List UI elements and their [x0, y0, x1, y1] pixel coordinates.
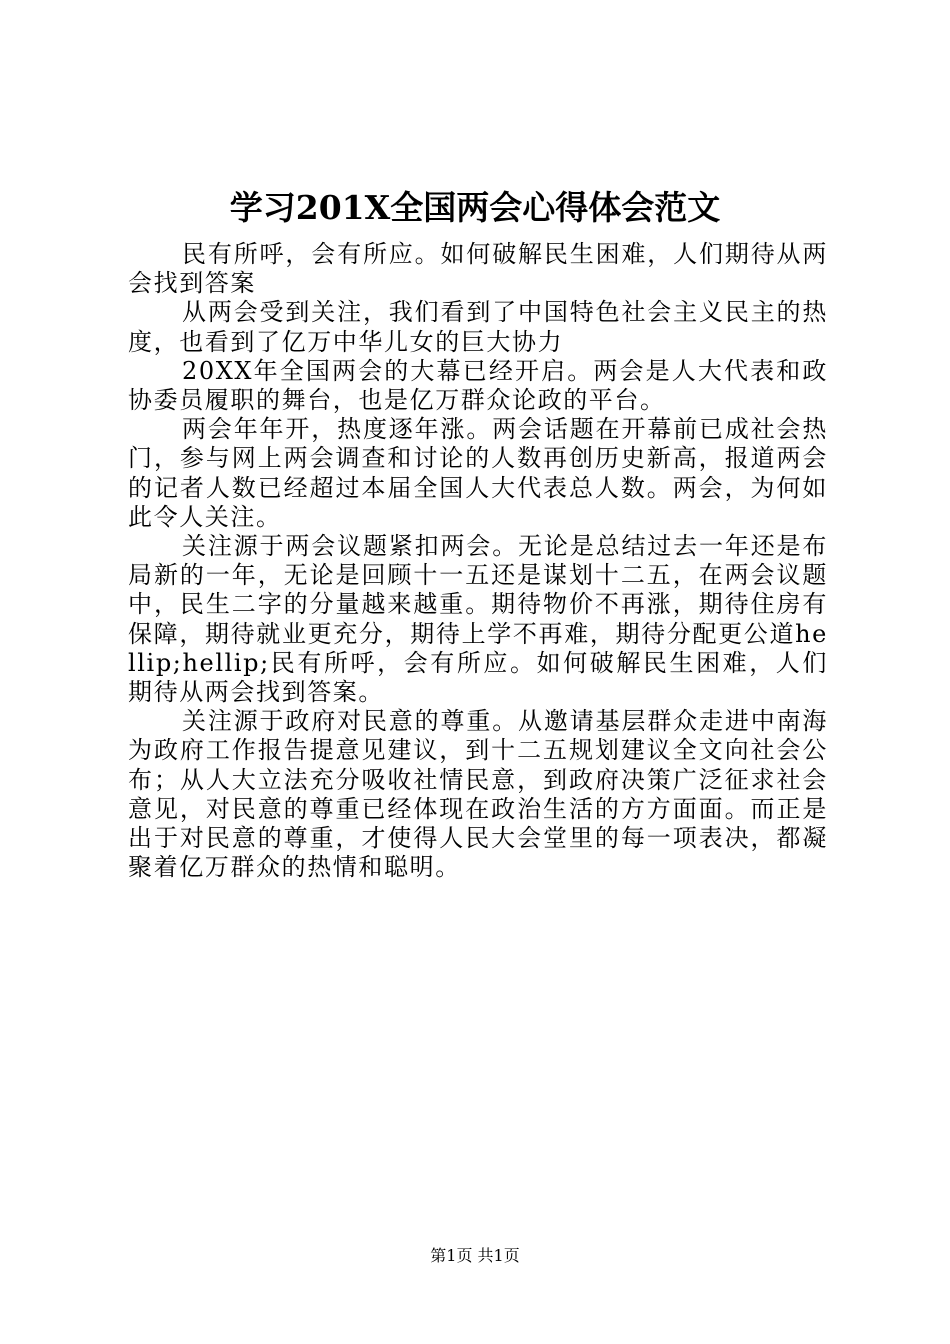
- paragraph: 20XX年全国两会的大幕已经开启。两会是人大代表和政协委员履职的舞台，也是亿万群众论政的平台。: [128, 356, 828, 415]
- paragraph: 关注源于两会议题紧扣两会。无论是总结过去一年还是布局新的一年，无论是回顾十一五还是谋划十二五，在两会议题中，民生二字的分量越来越重。期待物价不再涨，期待住房有保障，期待就业更充分，期待上学不再难，期待分配更公道hellip;hellip;民有所呼，会有所应。如何破解民生困难，人们期待从两会找到答案。: [128, 532, 828, 707]
- paragraph: 从两会受到关注，我们看到了中国特色社会主义民主的热度，也看到了亿万中华儿女的巨大协力: [128, 298, 828, 356]
- paragraph: 民有所呼，会有所应。如何破解民生困难，人们期待从两会找到答案: [128, 240, 828, 298]
- page-footer: 第1页 共1页: [430, 1246, 520, 1265]
- paragraph: 关注源于政府对民意的尊重。从邀请基层群众走进中南海为政府工作报告提意见建议，到十二五规划建议全文向社会公布；从人大立法充分吸收社情民意，到政府决策广泛征求社会意见，对民意的尊重已经体现在政治生活的方方面面。而正是出于对民意的尊重，才使得人民大会堂里的每一项表决，都凝聚着亿万群众的热情和聪明。: [128, 707, 828, 882]
- document-body: [128, 240, 828, 882]
- paragraph: 两会年年开，热度逐年涨。两会话题在开幕前已成社会热门，参与网上两会调查和讨论的人数再创历史新高，报道两会的记者人数已经超过本届全国人大代表总人数。两会，为何如此令人关注。: [128, 415, 828, 531]
- document-title: 学习201X全国两会心得体会范文: [229, 188, 721, 227]
